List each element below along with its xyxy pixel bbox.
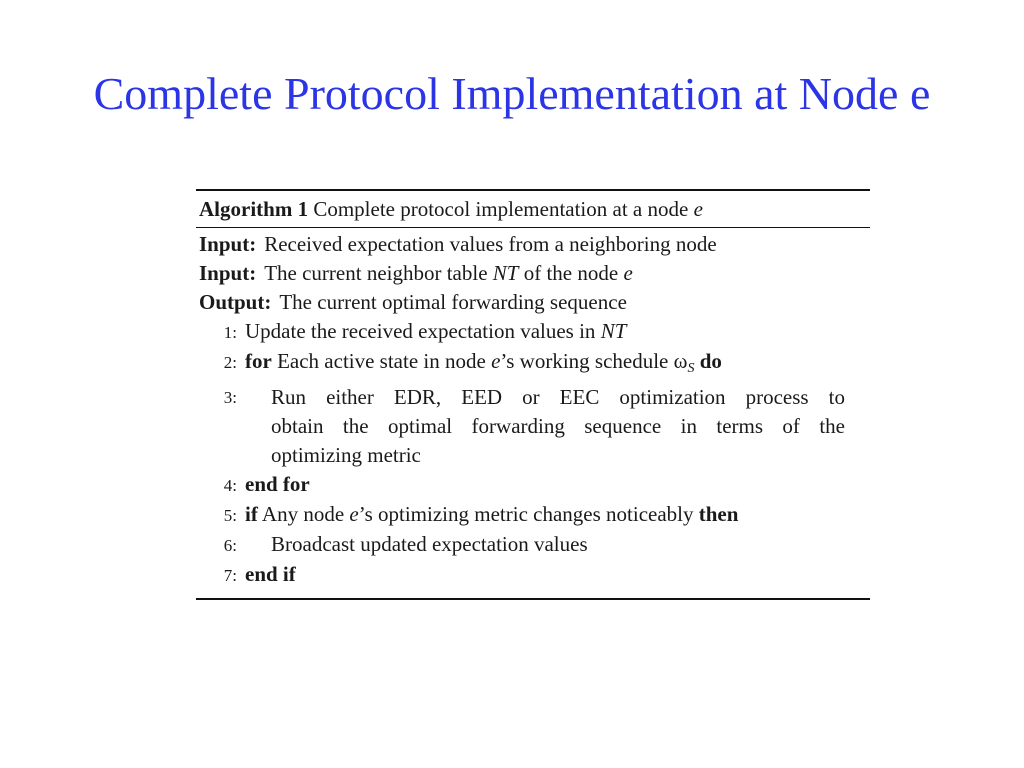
input-text: The current neighbor table	[264, 261, 488, 285]
input-line-1	[196, 230, 870, 259]
step-text: ’s optimizing metric changes noticeably	[358, 502, 694, 526]
step-text: Any node	[261, 502, 345, 526]
step-2	[196, 347, 870, 383]
step-text: obtain the optimal forwarding sequence in terms of the	[271, 414, 845, 438]
step-text: Run either EDR, EED or EEC optimization process to	[271, 385, 845, 409]
algorithm-caption	[196, 191, 870, 227]
step-number: 7:	[223, 566, 237, 585]
bottom-rule	[196, 598, 870, 600]
omega-subscript: S	[687, 361, 695, 376]
algorithm-caption-var: e	[693, 197, 703, 221]
step-7	[196, 560, 870, 590]
step-number: 2:	[223, 353, 237, 372]
input-label: Input:	[199, 261, 257, 285]
slide-title: Complete Protocol Implementation at Node e	[93, 68, 931, 119]
input-var: e	[623, 261, 633, 285]
indent	[245, 383, 271, 470]
algorithm-caption-text: Complete protocol implementation at a node	[313, 197, 689, 221]
step-number: 5:	[223, 506, 237, 525]
input-text: of the node	[523, 261, 619, 285]
step-var: e	[491, 349, 501, 373]
input-var: NT	[492, 261, 519, 285]
step-keyword: end for	[245, 472, 310, 496]
step-text: optimizing metric	[271, 443, 421, 467]
output-text: The current optimal forwarding sequence	[279, 290, 627, 314]
step-keyword: then	[698, 502, 739, 526]
output-line	[196, 288, 870, 317]
step-number: 1:	[223, 323, 237, 342]
step-text: ’s working schedule	[500, 349, 669, 373]
step-5	[196, 500, 870, 530]
step-var: NT	[600, 319, 627, 343]
step-3	[196, 383, 870, 470]
output-label: Output:	[199, 290, 272, 314]
step-var: e	[349, 502, 359, 526]
input-label: Input:	[199, 232, 257, 256]
algorithm-box	[196, 189, 870, 600]
step-number: 4:	[223, 476, 237, 495]
input-line-2	[196, 259, 870, 288]
step-number: 6:	[223, 536, 237, 555]
step-4	[196, 470, 870, 500]
step-text: Broadcast updated expectation values	[271, 532, 588, 556]
step-6	[196, 530, 870, 560]
step-keyword: for	[245, 349, 272, 373]
algorithm-label: Algorithm 1	[199, 197, 309, 221]
step-3-block	[271, 383, 845, 470]
input-text: Received expectation values from a neighboring node	[264, 232, 717, 256]
algorithm-body	[196, 228, 870, 590]
step-number: 3:	[223, 388, 237, 407]
step-keyword: if	[245, 502, 258, 526]
step-text: Update the received expectation values in	[245, 319, 596, 343]
step-keyword: end if	[245, 562, 296, 586]
step-text: Each active state in node	[277, 349, 486, 373]
step-keyword: do	[699, 349, 722, 373]
step-1	[196, 317, 870, 347]
omega-symbol: ω	[673, 349, 688, 373]
